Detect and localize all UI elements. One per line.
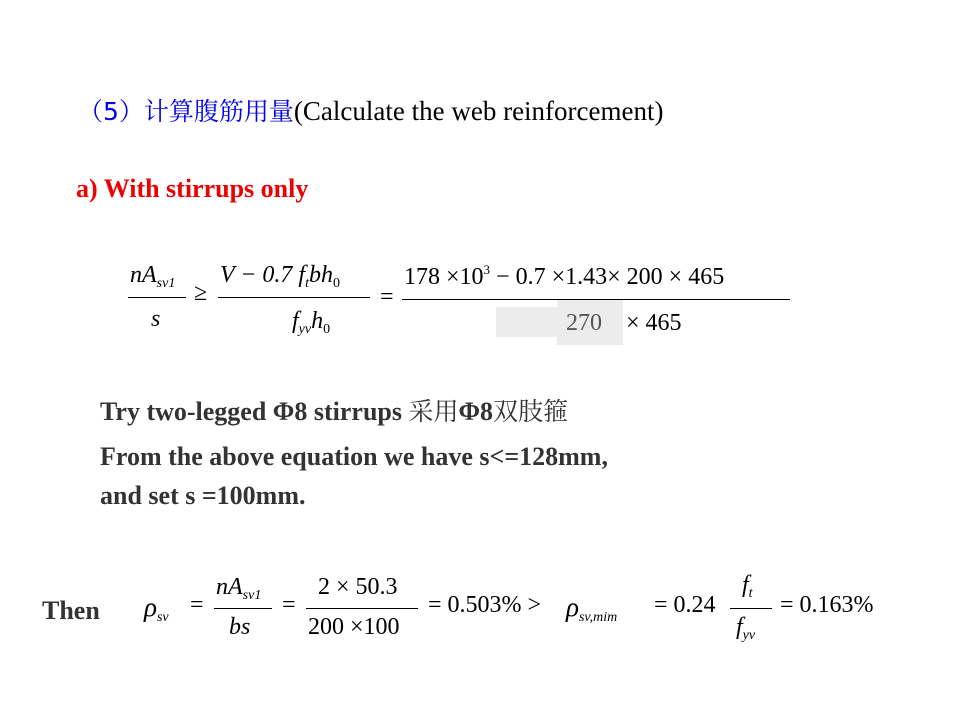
eq2-frac1-bar — [214, 608, 272, 609]
eq1-equals: = — [380, 284, 394, 310]
eq1-mid-denominator: $f_{yv}h_0$ — [292, 308, 331, 337]
eq1-mid-numerator: V − 0.7 $f_tbh_0$ — [220, 262, 340, 291]
eq1-rhs-denominator-value: 270 — [566, 310, 602, 336]
eq1-mid-fraction-bar — [218, 297, 370, 298]
heading-english: (Calculate the web reinforcement) — [293, 96, 664, 126]
eq2-frac1-numerator: $nA_{sv1}$ — [216, 574, 262, 603]
spacing-result-line: From the above equation we have s<=128mm, — [100, 442, 608, 471]
eq1-rhs-numerator: $178 \times 10^3 - 0.7 \times 1.43\times 200 \times 465$ — [404, 262, 725, 290]
spacing-set-line: and set s =100mm. — [100, 481, 306, 510]
eq2-frac3-numerator: $f_t$ — [742, 572, 753, 601]
then-label: Then — [42, 596, 100, 625]
eq2-frac3-bar — [730, 608, 772, 609]
eq1-rhs-denominator-rest: × 465 — [626, 310, 682, 336]
eq2-rho-min: ρsv,mim — [566, 592, 618, 625]
eq1-lhs-numerator: $nA_{sv1}$ — [130, 262, 176, 291]
eq1-lhs-fraction-bar — [128, 297, 186, 298]
eq2-equals-1: = — [190, 592, 204, 618]
eq1-highlight-box-left — [496, 307, 558, 337]
eq2-equals-3: = 0.24 — [654, 592, 716, 618]
eq2-frac3-denominator: $f_{yv}$ — [736, 614, 756, 643]
heading-chinese: （5）计算腹筋用量 — [78, 97, 294, 126]
eq1-lhs-denominator: s — [151, 306, 161, 332]
eq2-frac2-numerator: 2 × 50.3 — [318, 574, 398, 600]
eq2-equals-2: = — [282, 592, 296, 618]
section-heading — [78, 92, 663, 128]
eq2-result-2: = 0.163% — [780, 592, 874, 618]
eq2-frac2-bar — [306, 608, 418, 609]
eq1-relation: ≥ — [194, 280, 208, 306]
try-stirrups-line: Try two-legged Φ8 stirrups 采用Φ8双肢箍 — [100, 397, 569, 426]
eq2-result-1: = 0.503% > — [428, 592, 542, 618]
eq2-rho: ρsv — [144, 592, 169, 625]
eq2-frac2-denominator: 200 ×100 — [308, 614, 400, 640]
eq2-frac1-denominator: bs — [229, 614, 251, 640]
subheading: a) With stirrups only — [76, 174, 309, 203]
